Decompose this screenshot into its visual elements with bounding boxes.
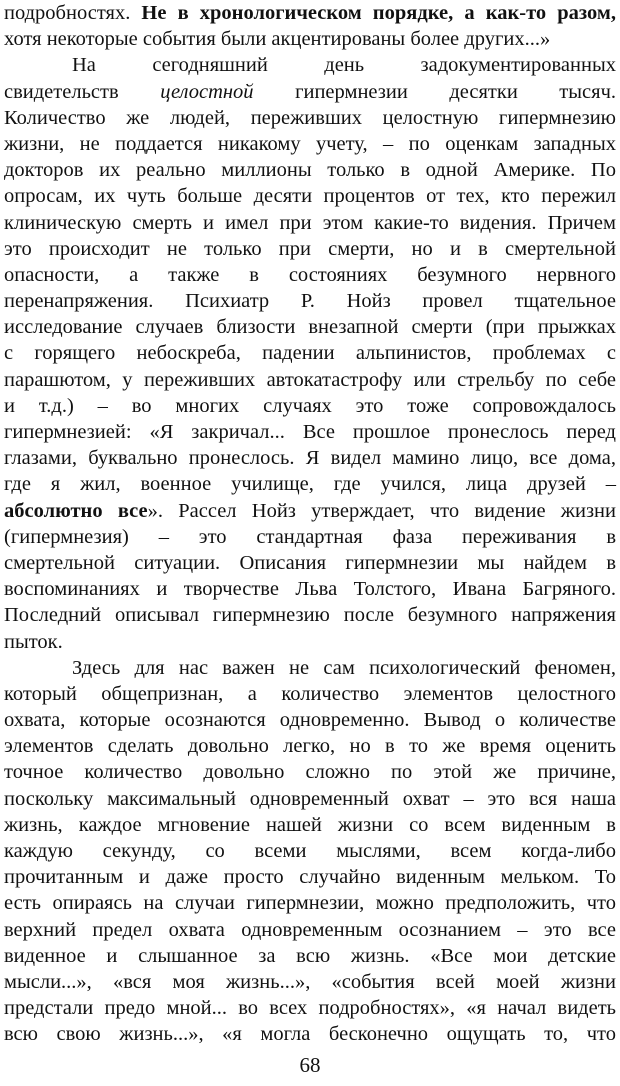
text-run: элементов сделать довольно легко, но в то же время оценить	[4, 735, 616, 758]
text-line	[4, 550, 616, 576]
text-line	[4, 262, 616, 288]
text-run: хотя некоторые события были акцентированы более других...»	[4, 28, 551, 51]
text-run: перенапряжения. Психиатр Р. Нойз провел тщательное	[4, 290, 616, 313]
text-run: предстали предо мной... во всех подробностях», «я начал видеть	[4, 997, 616, 1020]
text-run: охвата, которые осознаются одновременно. Вывод о количестве	[4, 709, 616, 732]
text-run: На сегодняшний день задокументированных	[72, 54, 616, 77]
text-run: (гипермнезия) – это стандартная фаза переживания в	[4, 525, 616, 548]
text-line	[4, 812, 616, 838]
text-run: опасности, а также в состояниях безумного нервного	[4, 263, 616, 286]
text-line	[4, 524, 616, 550]
text-run: жизнь, каждое мгновение нашей жизни со всем виденным в	[4, 813, 616, 836]
text-run: опросам, их чуть больше десяти процентов от тех, кто пережил	[4, 185, 616, 208]
text-run: всю свою жизнь...», «я могла бесконечно ощущать то, что	[4, 1023, 616, 1046]
text-line	[4, 314, 616, 340]
text-run: Количество же людей, переживших целостную гипермнезию	[4, 106, 616, 129]
body-text	[4, 0, 616, 1048]
text-line	[4, 131, 616, 157]
text-line	[4, 471, 616, 497]
text-line	[4, 655, 616, 681]
text-line	[4, 1021, 616, 1047]
page-number: 68	[299, 1053, 321, 1077]
text-line	[4, 393, 616, 419]
text-run: гипермнезии десятки тысяч.	[253, 80, 617, 103]
text-run: исследование случаев близости внезапной смерти (при прыжках	[4, 316, 616, 339]
text-line	[4, 0, 616, 26]
text-run: есть опираясь на случаи гипермнезии, можно предположить, что	[4, 892, 616, 915]
text-run: клиническую смерть и имел при этом какие-то видения. Причем	[4, 211, 616, 234]
text-line	[4, 105, 616, 131]
text-line	[4, 340, 616, 366]
text-line	[4, 183, 616, 209]
text-run: прочитанным и даже просто случайно виденным мельком. То	[4, 866, 616, 889]
text-line	[4, 445, 616, 471]
text-line	[4, 917, 616, 943]
text-run: подробностях.	[4, 2, 142, 24]
text-run: каждую секунду, со всеми мыслями, всем когда-либо	[4, 840, 616, 862]
text-run: который общепризнан, а количество элементов целостного	[4, 682, 616, 705]
text-line	[4, 864, 616, 890]
text-line	[4, 681, 616, 707]
text-run: гипермнезией: «Я закричал... Все прошлое пронеслось перед	[4, 421, 616, 443]
text-run: с горящего небоскреба, падении альпинистов, проблемах с	[4, 342, 616, 365]
text-run: где я жил, военное училище, где учился, лица друзей –	[4, 473, 616, 496]
text-line	[4, 52, 616, 78]
text-run: пыток.	[4, 630, 63, 653]
text-run: точное количество довольно сложно по этой же причине,	[4, 761, 616, 784]
text-line	[4, 210, 616, 236]
text-line	[4, 969, 616, 995]
text-run: поскольку максимальный одновременный охват – это вся наша	[4, 787, 616, 810]
bold-text: абсолютно все	[4, 499, 148, 522]
text-run: докторов их реально миллионы только в одной Америке. По	[4, 159, 616, 182]
text-line	[4, 995, 616, 1021]
text-line	[4, 576, 616, 602]
text-line	[4, 79, 616, 105]
text-line	[4, 602, 616, 628]
text-line	[4, 943, 616, 969]
text-line	[4, 367, 616, 393]
text-line	[4, 733, 616, 759]
text-line	[4, 498, 616, 524]
text-line	[4, 419, 616, 445]
text-run: ». Рассел Нойз утверждает, что видение жизни	[147, 499, 616, 522]
text-run: жизни, не поддается никакому учету, – по оценкам западных	[4, 132, 616, 155]
text-run: свидетельств	[4, 80, 161, 103]
text-run: виденное и слышанное за всю жизнь. «Все мои детские	[4, 944, 616, 967]
text-line	[4, 759, 616, 785]
text-run: воспоминаниях и творчестве Льва Толстого, Ивана Багряного.	[4, 578, 616, 601]
text-line	[4, 288, 616, 314]
text-run: смертельной ситуации. Описания гипермнезии мы найдем в	[4, 551, 616, 574]
text-line	[4, 890, 616, 916]
text-line	[4, 236, 616, 262]
text-run: Здесь для нас важен не сам психологический феномен,	[72, 656, 616, 679]
text-line	[4, 629, 616, 655]
text-run: Последний описывал гипермнезию после безумного напряжения	[4, 604, 616, 627]
text-run: глазами, буквально пронеслось. Я видел мамино лицо, все дома,	[4, 447, 616, 470]
text-line	[4, 707, 616, 733]
text-line	[4, 786, 616, 812]
text-run: верхний предел охвата одновременным осознанием – это все	[4, 918, 616, 941]
text-run: мысли...», «вся моя жизнь...», «события всей моей жизни	[4, 970, 616, 993]
text-run: парашютом, у переживших автокатастрофу или стрельбу по себе	[4, 368, 616, 391]
text-run: и т.д.) – во многих случаях это тоже сопровождалось	[4, 394, 616, 417]
text-line	[4, 26, 616, 52]
text-line	[4, 157, 616, 183]
italic-text: целостной	[160, 80, 254, 103]
text-line	[4, 838, 616, 864]
text-run: это происходит не только при смерти, но и в смертельной	[4, 237, 616, 260]
bold-text: Не в хронологическом порядке, а как-то разом,	[141, 2, 616, 24]
